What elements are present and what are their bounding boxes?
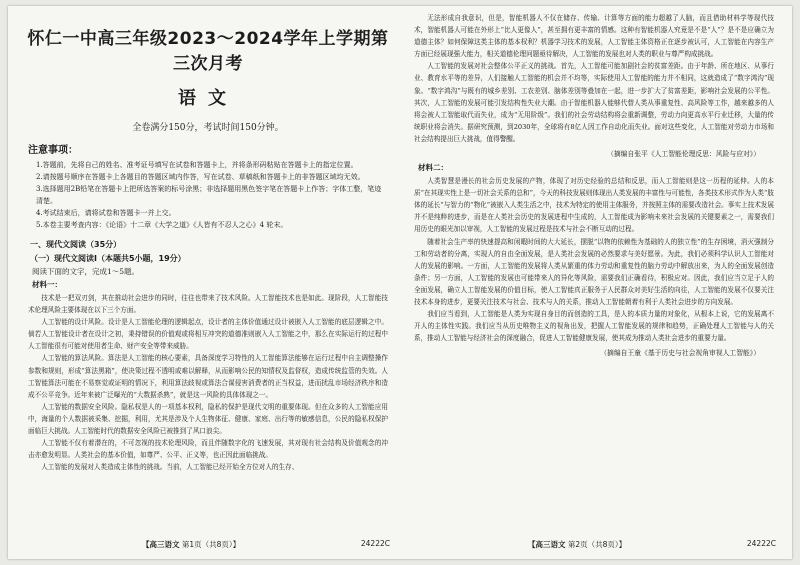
reading-instruction: 阅读下面的文字，完成1～5题。 bbox=[32, 267, 140, 276]
note-item: 3.选择题用2B铅笔在答题卡上把所选答案的标号涂黑；非选择题用黑色签字笔在答题卡上作答；字体工整，笔迹清楚。 bbox=[36, 185, 382, 205]
exam-title: 怀仁一中高三年级2023～2024学年上学期第三次月考 bbox=[27, 29, 389, 74]
paragraph: 人工智能的算法风险。算法是人工智能的核心要素，具备深度学习特性的人工智能算法能够在运行过程中自主调整操作参数和规则，形成“算法黑箱”，使决策过程不透明或难以解释，从而影响公民的知情权及监督权，造成传统监管的失效。人工智能算法可能在不易察觉或证明的情况下，利用算法歧视或算法合谋侵害消费者的正当权益，进而扰乱市场经济秩序和造成不公平竞争。近年来被广泛曝光的“大数据杀熟”，就是这一风险的具体体现之一。 bbox=[28, 354, 388, 399]
paragraph: 我们应当看到，人工智能是人类为实现自身目的而创造的工具，是人的本质力量的对象化，从根本上说，它的发展离不开人的主体性实践。我们应当从历史唯物主义的视角出发，把握人工智能发展的规律和趋势，正确处理人工智能与人的关系，推动人工智能与经济社会的深度融合，促进人工智能健康发展，使其成为推动人类社会进步的重要力量。 bbox=[414, 310, 774, 343]
paragraph: 人工智能的发展对人类造成主体性的挑战。当前，人工智能已经开始全方位对人的生存、 bbox=[41, 463, 299, 472]
paragraph: 技术是一把双刃剑，其在推动社会进步的同时，往往也带来了技术风险。人工智能技术也是如此。现阶段，人工智能技术伦理风险主要体现在以下三个方面。 bbox=[28, 294, 388, 315]
subject-title: 语文 bbox=[178, 88, 238, 109]
paragraph: 随着社会生产率的快速提高和闲暇时间的大大延长，摆脱“以物的依赖性为基础的人的独立性”的生存困境，消灭强制分工和劳动者的分离，实现人的自由全面发展，是人类社会发展的必然要求与美好愿景。为此，我们必须科学认识人工智能对人的发展的影响。一方面，人工智能的发展将人类从繁重的体力劳动和重复性的脑力劳动中解放出来，为人的全面发展创造条件；另一方面，人工智能的发展也可能带来人的异化等风险，需要我们正确看待，积极应对。因此，我们应当立足于人的全面发展，确立人工智能发展的价值目标，使人工智能真正服务于人民群众对美好生活的向往，人工智能的发展不仅要关注技术本身的进步，更要关注技术与社会、技术与人的关系，推动人工智能朝着有利于人类社会进步的方向发展。 bbox=[414, 237, 774, 306]
notes-heading: 注意事项： bbox=[28, 145, 78, 156]
exam-meta: 全卷满分150分，考试时间150分钟。 bbox=[132, 123, 284, 133]
note-item: 1.答题前，先将自己的姓名、准考证号填写在试卷和答题卡上，并将条形码粘贴在答题卡上的指定位置。 bbox=[36, 161, 358, 169]
note-item: 2.请按题号顺序在答题卡上各题目的答题区域内作答，写在试卷、草稿纸和答题卡上的非答题区域均无效。 bbox=[36, 173, 365, 181]
material-label: 材料二： bbox=[418, 163, 448, 173]
footer-page-label: 【高三语文 第2页（共8页）】 bbox=[528, 540, 627, 549]
page-2 bbox=[408, 6, 780, 559]
paragraph: 无法形成自我意识，但是，智能机器人不仅在储存、传输、计算等方面的能力超越了人脑，而且借助材料学等现代技术，智能机器人可能在外形上“比人更像人”，甚至拥有更丰富的情感。这种有智能机器人究竟是不是“人”？是不是应确立为道德主体？如何保障这类主体的基本权利？机器学习技术的发展，人工智能主体资格正在逐步被认可，人工智能在内容生产方面已经展现强大能力，相关道德伦理问题亟待解决，人工智能的发展也对人类的职业与尊严构成挑战。 bbox=[414, 14, 774, 59]
material-label: 材料一： bbox=[32, 280, 62, 289]
paragraph: 人工智能的设计风险。设计是人工智能伦理的逻辑起点，设计者的主体价值通过设计被嵌入人工智能的底层逻辑之中。倘若人工智能设计者在设计之初，秉持错误的价值观或将相互冲突的道德准则嵌入人工智能之中，那么在实际运行的过程中人工智能很有可能对使用者生命、财产安全等带来威胁。 bbox=[28, 318, 388, 351]
footer-code: 24222C bbox=[746, 539, 776, 548]
subsection-heading: （一）现代文阅读Ⅰ（本题共5小题，19分） bbox=[30, 254, 186, 263]
notes-list bbox=[22, 159, 394, 231]
paragraph: 人工智能不仅有着潜在的，不可忽视的技术伦理风险，而且伴随数字化的飞速发展，其对现有社会结构及价值观念的冲击亦愈发明显。人类社会的基本价值，如尊严、公平、正义等，也正因此面临挑战。 bbox=[28, 439, 388, 460]
note-item: 4.考试结束后，请将试卷和答题卡一并上交。 bbox=[36, 209, 176, 217]
paragraph: 人工智能的数据安全风险。隐私权是人的一项基本权利，隐私的保护是现代文明的重要体现。但在众多的人工智能应用中，海量的个人数据被采集、挖掘，利用，尤其是涉及个人生物体征、健康、家庭、出行等的敏感信息，公民的隐私权保护面临巨大挑战。人工智能时代的数据安全风险已被推到了风口浪尖。 bbox=[28, 402, 388, 436]
exam-sheet bbox=[8, 6, 792, 559]
section-heading: 一、现代文阅读（35分） bbox=[30, 240, 122, 249]
page-footer bbox=[408, 539, 780, 553]
page-1 bbox=[22, 6, 394, 559]
source-citation: （摘编自张平《人工智能伦理反思：风险与应对》） bbox=[607, 150, 760, 159]
footer-page-label: 【高三语文 第1页（共8页）】 bbox=[142, 540, 241, 549]
footer-code: 24222C bbox=[360, 539, 390, 548]
page-footer bbox=[22, 539, 394, 553]
paragraph: 人工智能的发展对社会整体公平正义的挑战。首先，人工智能可能加剧社会的贫富差距。由于年龄、所在地区、从事行业、教育水平等的差异，人们接触人工智能的机会并不均等，实际使用人工智能的能力并不相同，这就造成了“数字鸿沟”现象。“数字鸿沟”与既有的城乡差别、工农差别、脑体差别等叠加在一起，进一步扩大了贫富差距，影响社会发展的公平性。其次，人工智能的发展可能引发结构性失业大潮。由于智能机器人能够代替人类从事重复性、高风险等工作，越来越多的人将会被人工智能取代而失业，成为“无用阶级”。我们的社会劳动结构将会重新调整，劳动力向更高水平行业迁移，大量的传统职业将会消失。据研究预测，到2030年，全球将有8亿人因工作自动化而失业。面对这些变化，人工智能对劳动力市场和社会结构提出巨大挑战，值得警醒。 bbox=[414, 62, 774, 143]
paragraph: 人类智慧是漫长的社会历史发展的产物，体现了对历史经验的总结和反思，而人工智能则是这一历程的延伸。人的本质“在其现实性上是一切社会关系的总和”，今天的科技发展则体现出人类发展的丰富性与可能性，各类技术形式作为人类“肢体的延长”与智力的“物化”被嵌入人类生活之中，技术为特定的使用主体服务，并按照主体的需要改造社会。事实上技术发展并不是纯粹的进步，而是在人类社会历史的发展进程中生成的，人工智能成为影响未来社会发展的关键要素之一，需要我们用历史的眼光加以审视，人工智能的发展过程是技术与社会不断互动的过程。 bbox=[414, 177, 774, 234]
note-item: 5.本卷主要考查内容：《论语》十二章《大学之道》《人皆有不忍人之心》4 轮末。 bbox=[36, 221, 288, 229]
source-citation: （摘编自王童《基于历史与社会视角审视人工智能》） bbox=[600, 349, 760, 358]
